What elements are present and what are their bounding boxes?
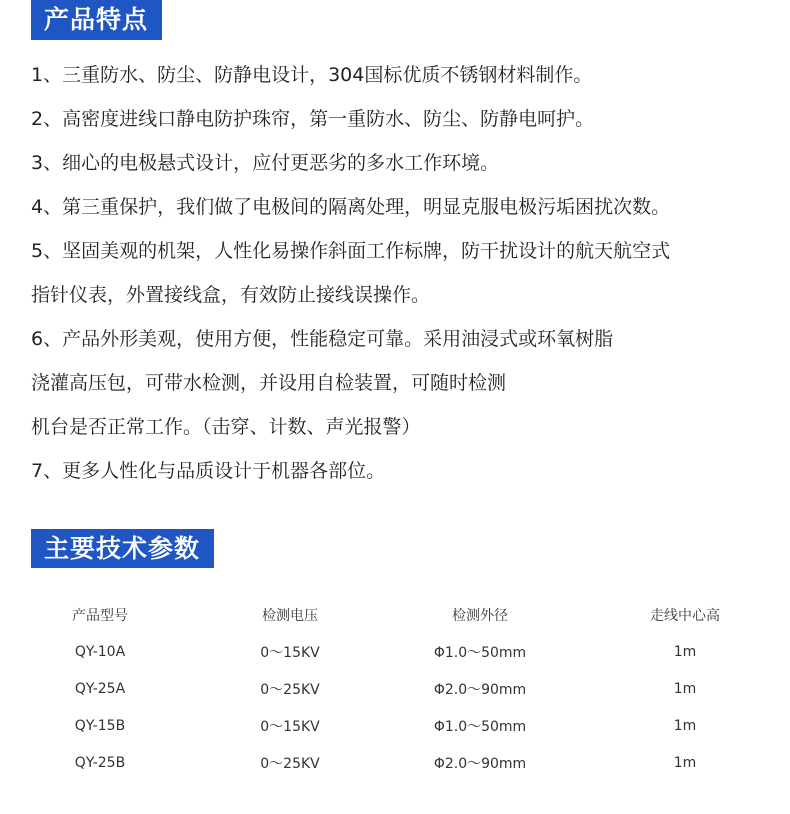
column-header-center-height: 走线中心高 (650, 607, 720, 624)
table-row (0, 707, 790, 744)
column-header-diameter: 检测外径 (452, 607, 508, 624)
cell-voltage: 0～15KV (260, 644, 320, 661)
cell-center-height: 1m (673, 717, 697, 734)
cell-model: QY-15B (74, 717, 126, 734)
cell-voltage: 0～25KV (260, 755, 320, 772)
cell-model: QY-10A (74, 643, 126, 660)
section-heading-features: 产品特点 (31, 0, 162, 40)
features-list (31, 55, 781, 495)
cell-diameter: Φ1.0～50mm (433, 644, 527, 661)
cell-diameter: Φ2.0～90mm (433, 755, 527, 772)
cell-diameter: Φ1.0～50mm (433, 718, 527, 735)
feature-line: 7、更多人性化与品质设计于机器各部位。 (31, 460, 386, 482)
cell-center-height: 1m (673, 643, 697, 660)
feature-line: 1、三重防水、防尘、防静电设计，304国标优质不锈钢材料制作。 (31, 64, 593, 86)
feature-line: 2、高密度进线口静电防护珠帘，第一重防水、防尘、防静电呵护。 (31, 108, 595, 130)
table-row (0, 633, 790, 670)
cell-center-height: 1m (673, 754, 697, 771)
table-header-row (0, 596, 790, 633)
cell-model: QY-25A (74, 680, 126, 697)
cell-diameter: Φ2.0～90mm (433, 681, 527, 698)
cell-voltage: 0～15KV (260, 718, 320, 735)
cell-voltage: 0～25KV (260, 681, 320, 698)
feature-line: 指针仪表，外置接线盒，有效防止接线误操作。 (31, 284, 431, 306)
feature-line: 6、产品外形美观，使用方便，性能稳定可靠。采用油浸式或环氧树脂 (31, 328, 614, 350)
spec-table (0, 596, 790, 781)
feature-line: 3、细心的电极悬式设计，应付更恶劣的多水工作环境。 (31, 152, 500, 174)
feature-line: 5、坚固美观的机架，人性化易操作斜面工作标牌，防干扰设计的航天航空式 (31, 240, 671, 262)
table-row (0, 670, 790, 707)
feature-line: 浇灌高压包，可带水检测，并设用自检装置，可随时检测 (31, 372, 507, 394)
section-heading-parameters: 主要技术参数 (31, 529, 214, 568)
table-row (0, 744, 790, 781)
feature-line: 4、第三重保护，我们做了电极间的隔离处理，明显克服电极污垢困扰次数。 (31, 196, 671, 218)
column-header-model: 产品型号 (72, 607, 128, 624)
column-header-voltage: 检测电压 (262, 607, 318, 624)
cell-model: QY-25B (74, 754, 126, 771)
feature-line: 机台是否正常工作。（击穿、计数、声光报警） (31, 416, 421, 438)
cell-center-height: 1m (673, 680, 697, 697)
